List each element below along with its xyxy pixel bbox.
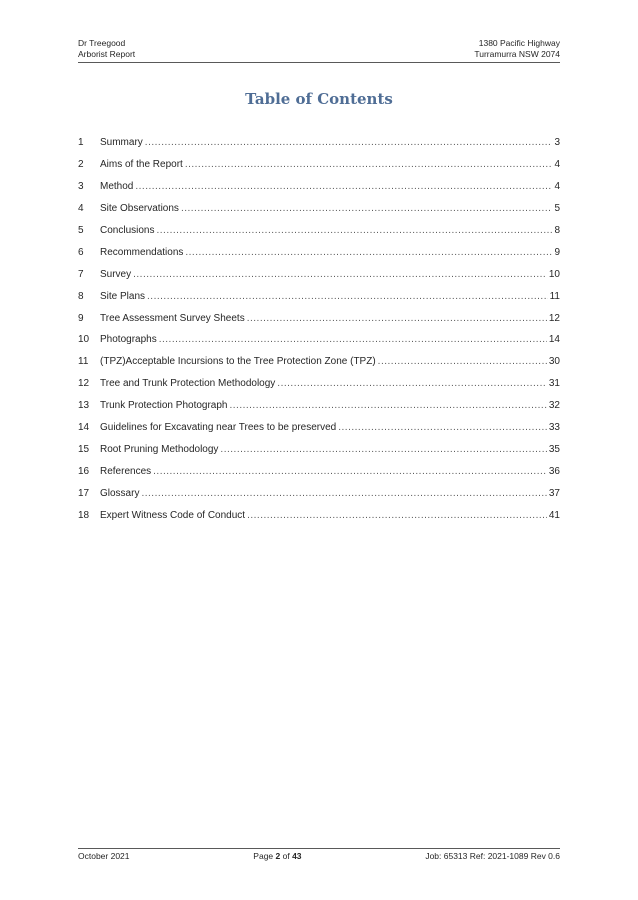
toc-dot-leader xyxy=(147,291,548,302)
toc-entry[interactable] xyxy=(78,307,560,329)
header-doc-type: Arborist Report xyxy=(78,49,136,59)
toc-dot-leader xyxy=(338,422,547,433)
toc-dot-leader xyxy=(141,488,546,499)
toc-entry-number: 12 xyxy=(78,378,90,390)
toc-entry-page: 8 xyxy=(554,225,560,236)
toc-entry-label: Tree and Trunk Protection Methodology xyxy=(100,378,276,390)
header-author: Dr Treegood xyxy=(78,38,126,48)
toc-entry-label: Summary xyxy=(100,137,143,149)
toc-entry[interactable] xyxy=(78,132,560,154)
toc-entry-page: 9 xyxy=(554,246,560,258)
toc-entry-line xyxy=(100,422,560,433)
toc-entry-page: 14 xyxy=(548,334,560,346)
toc-dot-leader xyxy=(145,137,553,148)
toc-entry[interactable] xyxy=(78,329,560,351)
toc-entry-page: 41 xyxy=(548,509,560,521)
toc-entry-label: Expert Witness Code of Conduct xyxy=(100,509,246,521)
toc-entry[interactable] xyxy=(78,417,560,439)
toc-entry-number: 2 xyxy=(78,159,84,171)
toc-entry-line xyxy=(100,466,560,477)
toc-entry-number: 4 xyxy=(78,203,84,215)
toc-entry-label: Glossary xyxy=(100,487,140,499)
toc-entry-page: 11 xyxy=(549,290,560,302)
footer-page-total: 43 xyxy=(292,851,302,861)
toc-entry-label: Trunk Protection Photograph xyxy=(100,400,228,412)
toc-dot-leader xyxy=(277,378,547,389)
header-address-line2: Turramurra NSW 2074 xyxy=(474,49,560,59)
toc-entry[interactable] xyxy=(78,395,560,417)
toc-entry-label: Site Observations xyxy=(100,203,179,215)
header-address-line1: 1380 Pacific Highway xyxy=(478,38,560,48)
toc-entry-page: 36 xyxy=(548,465,560,477)
toc-entry-label: Conclusions xyxy=(100,225,155,236)
toc-entry-number: 9 xyxy=(78,312,84,324)
toc-entry-page: 32 xyxy=(548,400,560,412)
toc-entry-page: 35 xyxy=(548,443,560,455)
toc-entry-number: 13 xyxy=(78,400,90,412)
toc-entry-number: 7 xyxy=(78,268,84,280)
toc-entry-line xyxy=(100,356,560,367)
toc-entry-page: 10 xyxy=(548,268,560,280)
toc-entry-label: (TPZ)Acceptable Incursions to the Tree Protection Zone (TPZ) xyxy=(100,356,376,368)
toc-entry-line xyxy=(100,334,560,345)
footer-page-current: 2 xyxy=(275,851,281,861)
toc-entry-number: 1 xyxy=(78,137,84,149)
footer-page-prefix: Page xyxy=(253,851,276,861)
toc-entry[interactable] xyxy=(78,176,560,198)
toc-entry-page: 30 xyxy=(548,356,560,368)
toc-entry-number: 3 xyxy=(78,181,84,193)
toc-entry-page: 4 xyxy=(554,181,560,193)
toc-entry-line xyxy=(100,137,560,148)
table-of-contents xyxy=(78,132,560,526)
toc-entry-page: 3 xyxy=(554,137,560,149)
toc-dot-leader xyxy=(181,203,553,214)
footer-page-number xyxy=(253,851,301,861)
toc-entry-label: Aims of the Report xyxy=(100,159,183,171)
toc-entry-line xyxy=(100,181,560,192)
toc-entry-label: Recommendations xyxy=(100,246,184,258)
toc-dot-leader xyxy=(185,247,552,258)
page-title: Table of Contents xyxy=(245,90,393,108)
toc-entry-page: 12 xyxy=(548,312,560,324)
toc-entry-label: Survey xyxy=(100,268,132,280)
toc-entry-page: 5 xyxy=(554,203,560,215)
toc-entry-label: References xyxy=(100,465,152,477)
page-header xyxy=(78,38,560,63)
toc-dot-leader xyxy=(378,356,547,367)
toc-dot-leader xyxy=(247,313,547,324)
toc-entry-line xyxy=(100,247,560,258)
toc-entry-number: 18 xyxy=(78,509,90,521)
toc-entry-number: 15 xyxy=(78,443,90,455)
toc-dot-leader xyxy=(135,181,552,192)
toc-entry[interactable] xyxy=(78,351,560,373)
toc-dot-leader xyxy=(159,334,547,345)
toc-entry-line xyxy=(100,225,560,236)
toc-entry-page: 33 xyxy=(548,422,560,434)
toc-entry-label: Root Pruning Methodology xyxy=(100,443,219,455)
toc-dot-leader xyxy=(153,466,547,477)
toc-entry[interactable] xyxy=(78,198,560,220)
toc-entry-line xyxy=(100,444,560,455)
toc-dot-leader xyxy=(156,225,552,236)
toc-entry-number: 8 xyxy=(78,290,84,302)
toc-entry[interactable] xyxy=(78,241,560,263)
toc-dot-leader xyxy=(229,400,546,411)
footer-job-reference: Job: 65313 Ref: 2021-1089 Rev 0.6 xyxy=(425,851,560,861)
toc-entry-line xyxy=(100,488,560,499)
toc-entry[interactable] xyxy=(78,285,560,307)
toc-entry-page: 37 xyxy=(548,487,560,499)
toc-entry-label: Guidelines for Excavating near Trees to be preserved xyxy=(100,422,337,434)
toc-entry-page: 31 xyxy=(548,378,560,390)
toc-entry-line xyxy=(100,400,560,411)
toc-dot-leader xyxy=(220,444,546,455)
toc-entry-label: Method xyxy=(100,181,134,193)
toc-dot-leader xyxy=(185,159,553,170)
footer-date: October 2021 xyxy=(78,851,130,861)
toc-entry-page: 4 xyxy=(554,159,560,171)
toc-entry[interactable] xyxy=(78,373,560,395)
toc-entry-line xyxy=(100,510,560,521)
toc-entry[interactable] xyxy=(78,482,560,504)
toc-entry-number: 5 xyxy=(78,225,84,236)
toc-dot-leader xyxy=(247,510,547,521)
toc-entry-line xyxy=(100,313,560,324)
toc-entry-number: 11 xyxy=(78,356,89,368)
toc-entry-number: 10 xyxy=(78,334,90,346)
footer-page-of: of xyxy=(280,851,293,861)
toc-entry-line xyxy=(100,159,560,170)
toc-entry-line xyxy=(100,378,560,389)
toc-entry-line xyxy=(100,269,560,280)
toc-entry-number: 16 xyxy=(78,465,90,477)
toc-entry-number: 14 xyxy=(78,422,90,434)
toc-entry[interactable] xyxy=(78,460,560,482)
toc-entry-line xyxy=(100,203,560,214)
toc-entry-label: Site Plans xyxy=(100,290,146,302)
toc-entry[interactable] xyxy=(78,220,560,242)
toc-entry-number: 6 xyxy=(78,246,84,258)
toc-dot-leader xyxy=(133,269,547,280)
toc-entry[interactable] xyxy=(78,504,560,526)
header-left xyxy=(78,38,135,60)
page-footer xyxy=(78,848,560,861)
toc-entry[interactable] xyxy=(78,438,560,460)
toc-entry[interactable] xyxy=(78,154,560,176)
toc-entry-label: Tree Assessment Survey Sheets xyxy=(100,312,245,324)
toc-entry[interactable] xyxy=(78,263,560,285)
header-right xyxy=(474,38,560,60)
toc-entry-line xyxy=(100,291,560,302)
toc-entry-label: Photographs xyxy=(100,334,157,346)
toc-entry-number: 17 xyxy=(78,487,90,499)
